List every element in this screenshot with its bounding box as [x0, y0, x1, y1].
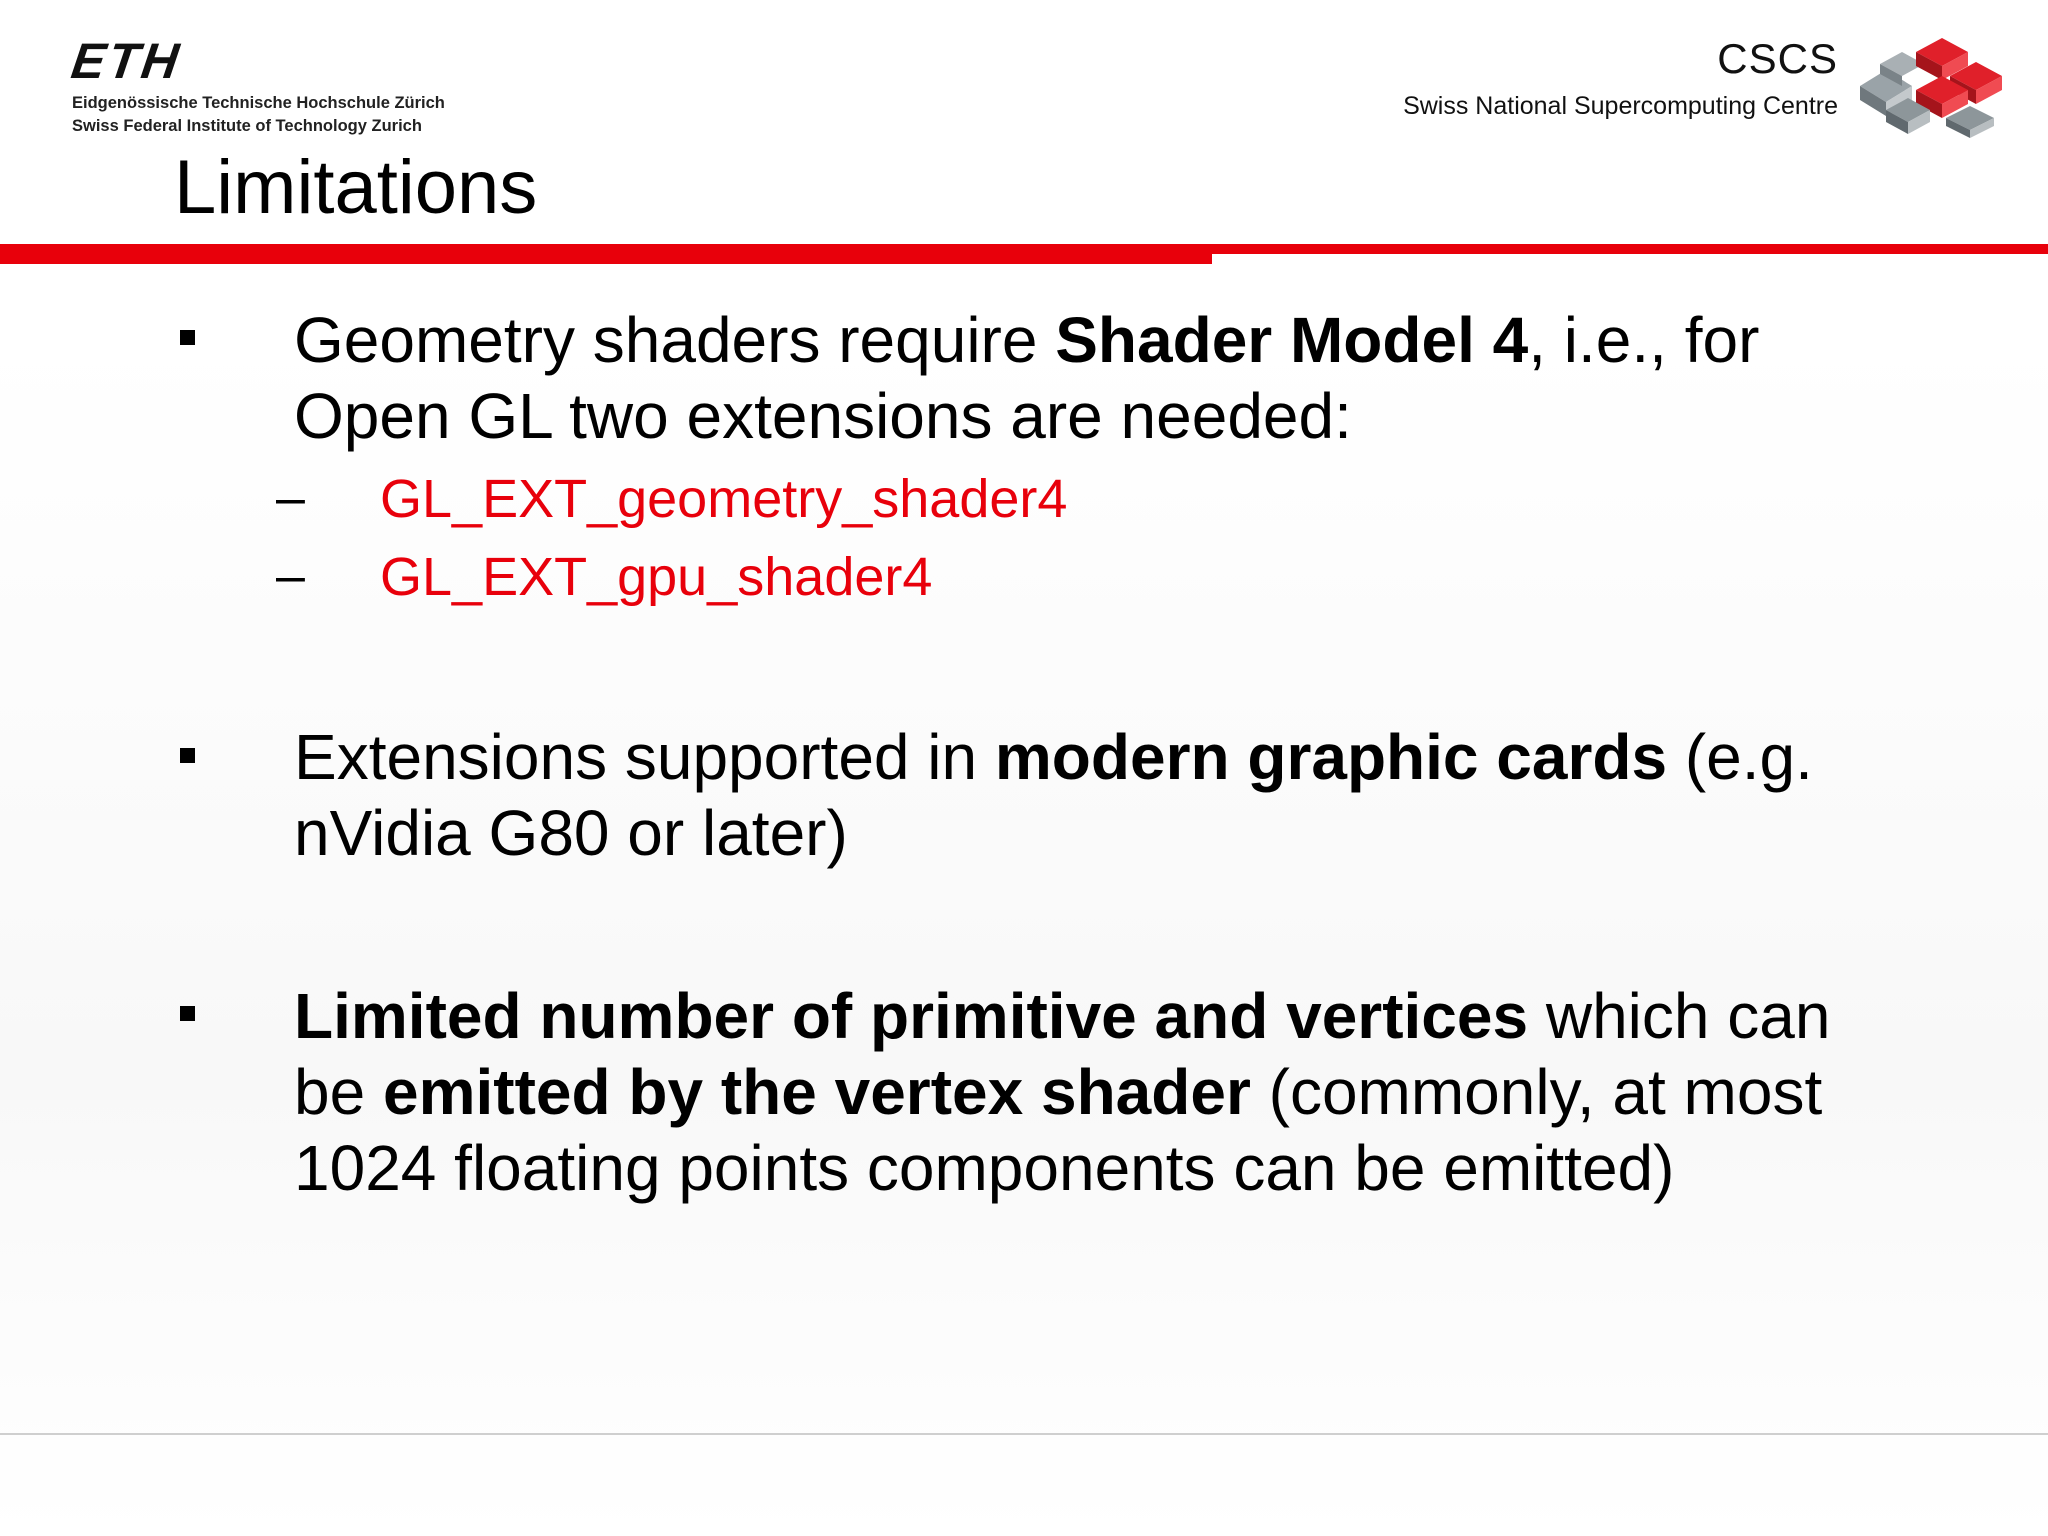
bullet-2-segment-1: Extensions supported in [294, 721, 995, 793]
bullet-2-segment-3: (e.g. nVidia G80 or later) [294, 721, 1813, 869]
subitem-dash-2: – [276, 547, 305, 605]
bullet-square-3 [180, 1006, 195, 1021]
bullet-square-2 [180, 748, 195, 763]
bullet-3-segment-4: (commonly, at most 1024 floating points components can be emitted) [294, 1056, 1823, 1204]
footer-divider [0, 1433, 2048, 1435]
subitem-text-1: GL_EXT_geometry_shader4 [380, 469, 1068, 529]
slide-title: Limitations [174, 145, 538, 230]
bullet-text-3 [294, 978, 1914, 1206]
cscs-logo-text [1403, 35, 1838, 121]
bullet-3-segment-1: Limited number of primitive and vertices [294, 980, 1529, 1052]
cscs-cubes-logo-icon [1846, 30, 2006, 140]
bullet-square-1 [180, 330, 195, 345]
subitem-dash-1: – [276, 469, 305, 527]
eth-subtitle-line2: Swiss Federal Institute of Technology Zurich [72, 117, 422, 135]
bullet-1-segment-3: , i.e., for Open GL two extensions are needed: [294, 304, 1760, 452]
title-underline-thick [0, 244, 1212, 264]
bullet-text-1 [294, 302, 1914, 454]
cscs-name: CSCS [1717, 35, 1838, 82]
eth-subtitle-line1: Eidgenössische Technische Hochschule Zürich [72, 94, 445, 112]
bullet-3-segment-2: which can be [294, 980, 1831, 1128]
bullet-1-segment-2: Shader Model 4 [1055, 304, 1529, 376]
eth-wordmark: ETH [68, 33, 185, 89]
cscs-subtitle: Swiss National Supercomputing Centre [1403, 92, 1838, 120]
bullet-1-segment-1: Geometry shaders require [294, 304, 1056, 376]
eth-logo [68, 33, 492, 138]
bullet-text-2 [294, 719, 1914, 871]
subitem-text-2: GL_EXT_gpu_shader4 [380, 547, 933, 607]
bullet-3-segment-3: emitted by the vertex shader [382, 1056, 1251, 1128]
bullet-2-segment-2: modern graphic cards [994, 721, 1668, 793]
